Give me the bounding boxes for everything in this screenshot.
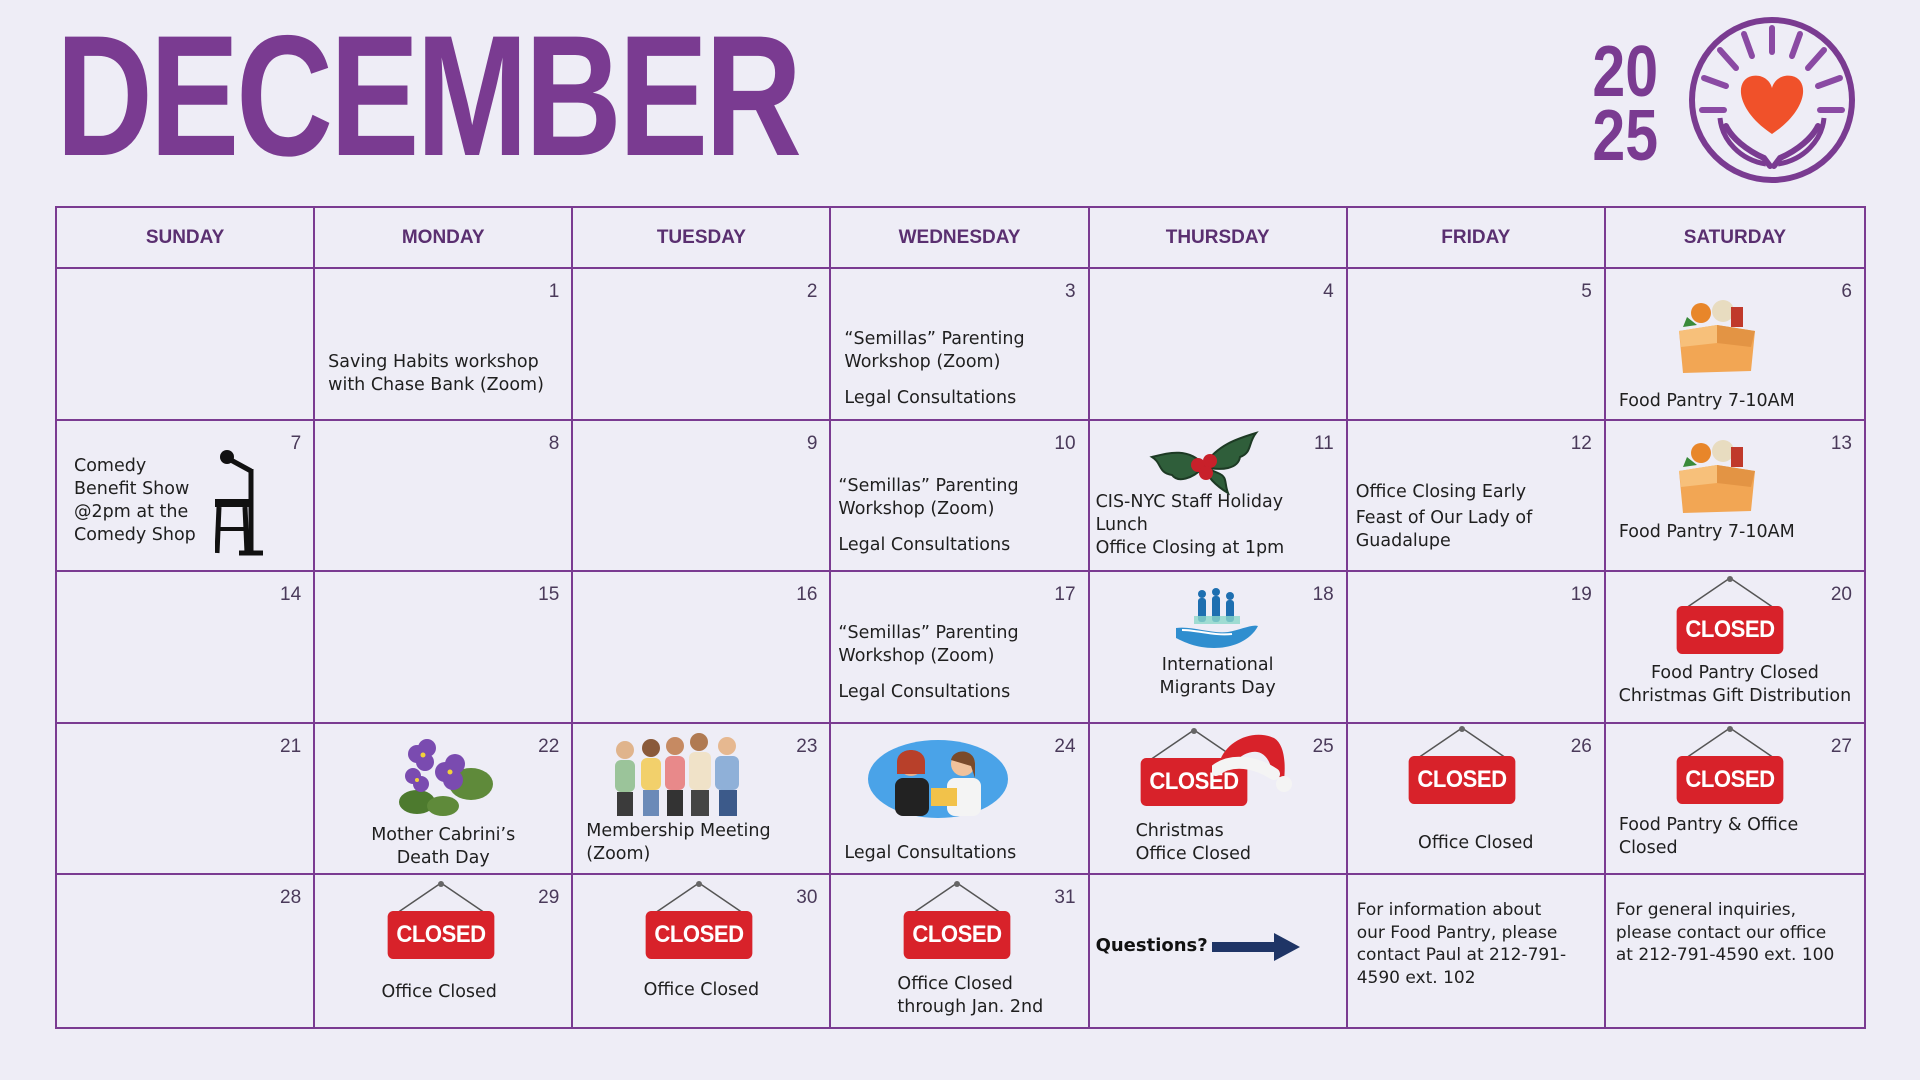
day-cell-30 [573, 875, 831, 1027]
day-number: 9 [806, 432, 818, 454]
day-cell-31 [831, 875, 1089, 1027]
event-text: “Semillas” Parenting Workshop (Zoom) [844, 329, 1025, 372]
day-cell-19 [1348, 572, 1606, 724]
event-text: Christmas Office Closed [1135, 820, 1251, 864]
day-number: 30 [796, 887, 818, 909]
event-text: Office Closed [643, 980, 760, 1001]
day-number: 14 [280, 584, 302, 606]
day-cell-11 [1090, 421, 1348, 573]
year-label [1590, 32, 1661, 176]
closed-label: CLOSED [904, 911, 1011, 959]
event-text: Food Pantry Closed Christmas Gift Distribution [1618, 663, 1852, 707]
day-cell-28 [57, 875, 315, 1027]
arrow-right-icon [1212, 933, 1300, 961]
day-number: 10 [1054, 432, 1076, 454]
day-number: 18 [1312, 584, 1334, 606]
weekday-header-sunday: SUNDAY [57, 208, 315, 269]
santa-hat-icon [1212, 728, 1294, 796]
day-number: 27 [1830, 735, 1852, 757]
weekday-header-monday: MONDAY [315, 208, 573, 269]
migrants-hand-icon [1174, 586, 1260, 652]
day-cell-25 [1090, 724, 1348, 876]
year-top: 20 [1592, 32, 1659, 112]
day-number: 2 [806, 281, 818, 302]
weekday-header-tuesday: TUESDAY [573, 208, 831, 269]
event-text: “Semillas” Parenting Workshop (Zoom) [838, 475, 1019, 519]
day-number: 7 [290, 432, 302, 454]
pantry-info-cell [1348, 875, 1606, 1027]
day-cell-27 [1606, 724, 1864, 876]
event-text: Membership Meeting (Zoom) [586, 820, 771, 864]
day-number: 25 [1312, 735, 1334, 757]
questions-label: Questions? [1095, 935, 1208, 957]
day-cell-26 [1348, 724, 1606, 876]
day-cell-17 [831, 572, 1089, 724]
event-text: International Migrants Day [1159, 655, 1276, 699]
holly-icon [1148, 427, 1260, 497]
weekday-header-friday: FRIDAY [1348, 208, 1606, 269]
event-text: Legal Consultations [844, 842, 1017, 863]
event-text: Food Pantry 7-10AM [1618, 391, 1795, 411]
day-number: 8 [548, 432, 560, 454]
day-number: 31 [1054, 887, 1076, 909]
day-number: 12 [1570, 432, 1592, 454]
day-number: 5 [1581, 281, 1592, 302]
day-number: 23 [796, 735, 818, 757]
group-people-icon [605, 728, 755, 818]
event-text: Office Closed [1418, 832, 1534, 853]
day-cell-22 [315, 724, 573, 876]
event-text: CIS-NYC Staff Holiday Lunch Office Closing at 1pm [1095, 491, 1285, 558]
closed-label: CLOSED [1408, 756, 1515, 804]
general-info-text: For general inquiries, please contact our office at 212-791-4590 ext. 100 [1615, 900, 1835, 966]
weekday-header-wednesday: WEDNESDAY [831, 208, 1089, 269]
questions-cell [1090, 875, 1348, 1027]
heart-hands-logo-icon [1686, 14, 1858, 186]
day-number: 19 [1570, 584, 1592, 606]
day-cell-29 [315, 875, 573, 1027]
day-cell-13 [1606, 421, 1864, 573]
event-text-secondary: Legal Consultations [838, 682, 1011, 703]
day-cell-3 [831, 269, 1089, 421]
day-number: 20 [1830, 584, 1852, 606]
event-text: Office Closed [381, 982, 497, 1003]
food-box-icon [1671, 437, 1761, 517]
day-cell-8 [315, 421, 573, 573]
day-number: 16 [796, 584, 818, 606]
day-cell-16 [573, 572, 831, 724]
month-title: DECEMBER [56, 0, 799, 192]
general-info-cell [1606, 875, 1864, 1027]
day-cell-24 [831, 724, 1089, 876]
day-cell-6 [1606, 269, 1864, 421]
day-cell-9 [573, 421, 831, 573]
day-cell-23 [573, 724, 831, 876]
event-text: Comedy Benefit Show @2pm at the Comedy Shop [74, 455, 196, 545]
day-cell-20 [1606, 572, 1864, 724]
closed-label: CLOSED [1676, 756, 1783, 804]
closed-label: CLOSED [1676, 606, 1783, 654]
microphone-stool-icon [215, 447, 285, 559]
food-box-icon [1671, 297, 1761, 377]
day-cell-15 [315, 572, 573, 724]
legal-consult-icon [867, 738, 1009, 820]
day-number: 24 [1054, 735, 1076, 757]
closed-sign-icon [1672, 726, 1788, 806]
event-text-secondary: Legal Consultations [838, 534, 1011, 555]
day-cell-1 [315, 269, 573, 421]
event-text: Saving Habits workshop with Chase Bank (Zoom) [328, 352, 544, 395]
weekday-header-saturday: SATURDAY [1606, 208, 1864, 269]
day-number: 6 [1841, 281, 1852, 302]
day-cell-2 [573, 269, 831, 421]
day-number: 28 [280, 887, 302, 909]
day-cell-10 [831, 421, 1089, 573]
day-cell-4 [1090, 269, 1348, 421]
day-number: 17 [1054, 584, 1076, 606]
day-number: 4 [1323, 281, 1334, 302]
day-cell-12 [1348, 421, 1606, 573]
day-cell-14 [57, 572, 315, 724]
closed-sign-icon [641, 881, 757, 961]
event-text-secondary: Feast of Our Lady of Guadalupe [1355, 507, 1533, 551]
day-number: 26 [1570, 735, 1592, 757]
day-cell-21 [57, 724, 315, 876]
calendar-grid [55, 206, 1866, 1029]
closed-label: CLOSED [1140, 758, 1247, 806]
day-number: 22 [538, 735, 560, 757]
day-cell-empty [57, 269, 315, 421]
closed-sign-icon [899, 881, 1015, 961]
closed-sign-icon [1404, 726, 1520, 806]
day-number: 29 [538, 887, 560, 909]
day-number: 11 [1313, 432, 1334, 454]
event-text: Office Closed through Jan. 2nd [897, 974, 1044, 1018]
day-number: 15 [538, 584, 560, 606]
pantry-info-text: For information about our Food Pantry, please contact Paul at 212-791- 4590 ext. 102 [1356, 900, 1567, 988]
event-text: Office Closing Early [1355, 481, 1527, 502]
day-number: 1 [548, 281, 560, 302]
event-text: Mother Cabrini’s Death Day [371, 824, 516, 868]
day-cell-7 [57, 421, 315, 573]
closed-sign-icon [1672, 576, 1788, 656]
closed-label: CLOSED [646, 911, 753, 959]
day-number: 3 [1064, 281, 1076, 302]
day-number: 21 [280, 735, 302, 757]
day-number: 13 [1830, 432, 1852, 454]
weekday-header-thursday: THURSDAY [1090, 208, 1348, 269]
event-text-secondary: Legal Consultations [844, 388, 1017, 408]
day-cell-18 [1090, 572, 1348, 724]
event-text: Food Pantry & Office Closed [1618, 814, 1799, 858]
day-cell-5 [1348, 269, 1606, 421]
closed-label: CLOSED [388, 911, 495, 959]
violet-flowers-icon [393, 732, 497, 822]
closed-sign-icon [383, 881, 499, 961]
event-text: “Semillas” Parenting Workshop (Zoom) [838, 623, 1019, 667]
year-bottom: 25 [1592, 96, 1659, 176]
event-text: Food Pantry 7-10AM [1618, 521, 1795, 542]
